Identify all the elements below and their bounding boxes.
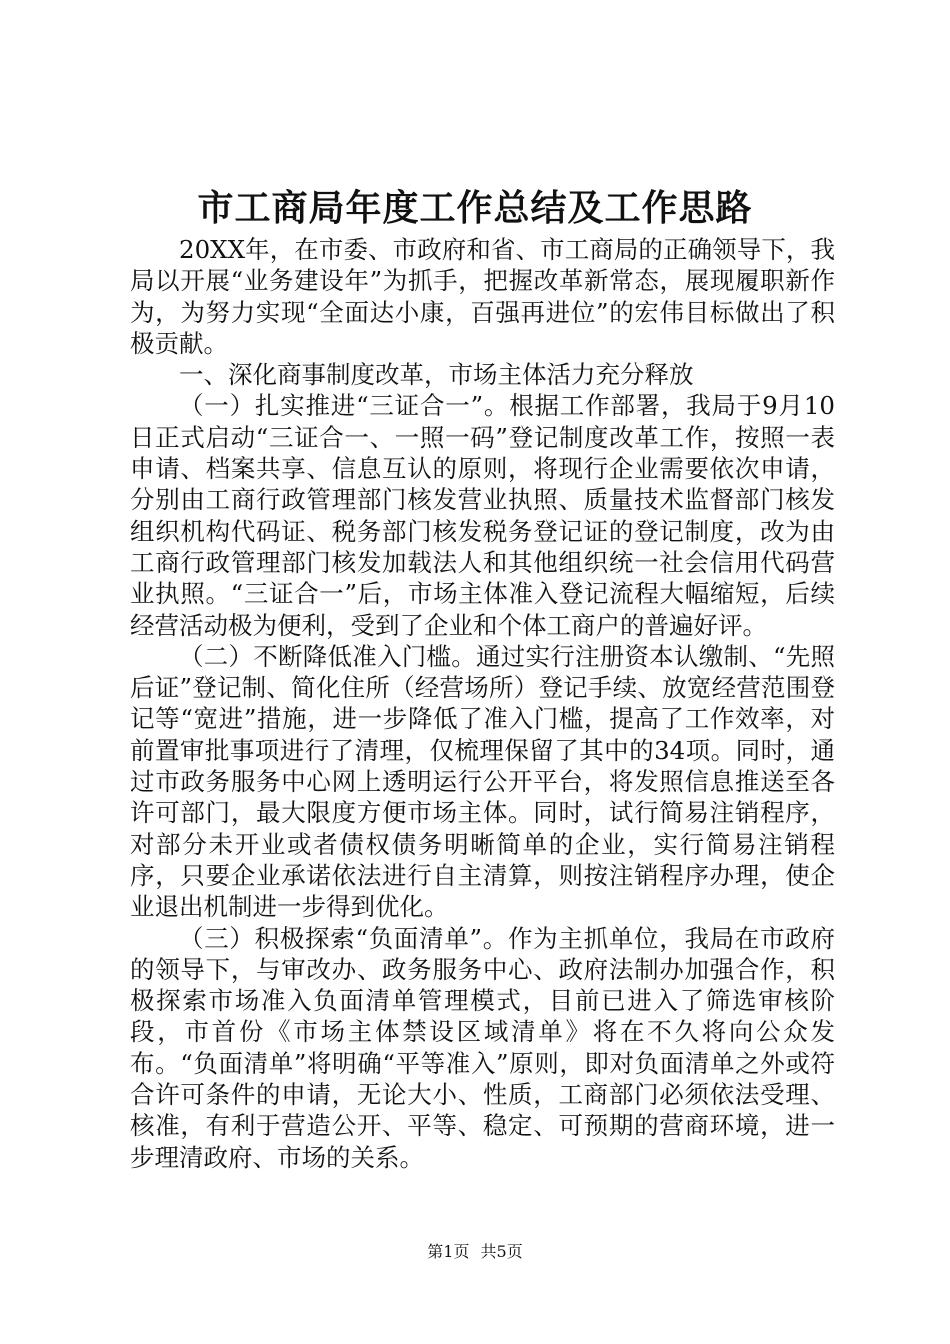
paragraph-intro: 20XX年，在市委、市政府和省、市工商局的正确领导下，我局以开展“业务建设年”为抓手，把握改革新常态，展现履职新作为，为努力实现“全面达小康，百强再进位”的宏伟目标做出了积极贡献。 (130, 235, 835, 358)
paragraph-item-3: （三）积极探索“负面清单”。作为主抓单位，我局在市政府的领导下，与审改办、政务服务中心、政府法制办加强合作，积极探索市场准入负面清单管理模式，目前已进入了筛选审核阶段，市首份《市场主体禁设区域清单》将在不久将向公众发布。“负面清单”将明确“平等准入”原则，即对负面清单之外或符合许可条件的申请，无论大小、性质，工商部门必须依法受理、核准，有利于营造公开、平等、稳定、可预期的营商环境，进一步理清政府、市场的关系。 (130, 923, 835, 1172)
page-total: 共5页 (480, 1242, 523, 1261)
page-number: 第1页 (427, 1242, 470, 1261)
paragraph-item-1: （一）扎实推进“三证合一”。根据工作部署，我局于9月10日正式启动“三证合一、一照一码”登记制度改革工作，按照一表申请、档案共享、信息互认的原则，将现行企业需要依次申请，分别由工商行政管理部门核发营业执照、质量技术监督部门核发组织机构代码证、税务部门核发税务登记证的登记制度，改为由工商行政管理部门核发加载法人和其他组织统一社会信用代码营业执照。“三证合一”后，市场主体准入登记流程大幅缩短，后续经营活动极为便利，受到了企业和个体工商户的普遍好评。 (130, 391, 835, 640)
section-heading-1: 一、深化商事制度改革，市场主体活力充分释放 (179, 360, 694, 390)
paragraph-item-2: （二）不断降低准入门槛。通过实行注册资本认缴制、“先照后证”登记制、简化住所（经营场所）登记手续、放宽经营范围登记等“宽进”措施，进一步降低了准入门槛，提高了工作效率，对前置审批事项进行了清理，仅梳理保留了其中的34项。同时，通过市政务服务中心网上透明运行公开平台，将发照信息推送至各许可部门，最大限度方便市场主体。同时，试行简易注销程序，对部分未开业或者债权债务明晰简单的企业，实行简易注销程序，只要企业承诺依法进行自主清算，则按注销程序办理，使企业退出机制进一步得到优化。 (130, 641, 835, 922)
document-title: 市工商局年度工作总结及工作思路 (197, 187, 753, 229)
page-footer (0, 1240, 950, 1264)
document-body (130, 234, 835, 1173)
